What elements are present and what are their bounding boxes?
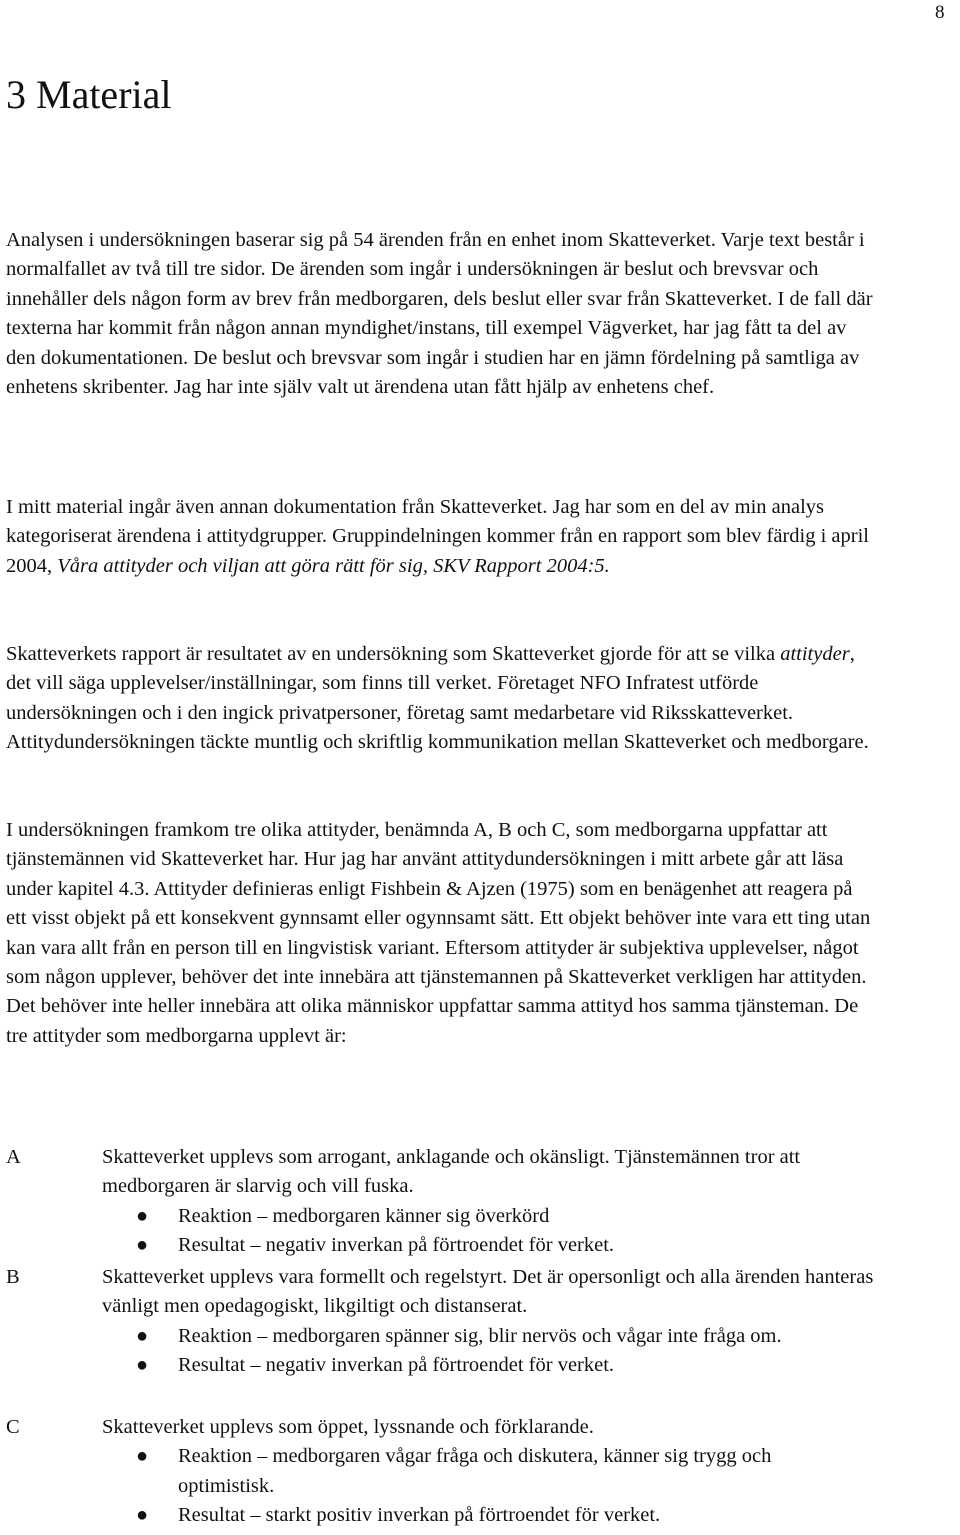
reaction-text: Reaktion – medborgaren vågar fråga och diskutera, känner sig trygg och optimistisk. — [178, 1445, 772, 1497]
list-item — [102, 1351, 858, 1380]
list-item — [102, 1442, 858, 1501]
list-item — [102, 1322, 858, 1351]
attitude-list — [102, 1202, 906, 1261]
result-text: Resultat – negativ inverkan på förtroendet för verket. — [178, 1234, 615, 1257]
paragraph-attitudes: I undersökningen framkom tre olika attityder, benämnda A, B och C, som medborgarna uppfattar att tjänstemännen vid Skatteverket har. Hur jag har använt attitydundersökningen i mitt arbete går att läsa under kapitel 4.3. Attityder definieras enligt Fishbein & Ajzen (1975) som en benägenhet att reagera på ett visst objekt på ett konsekvent gynnsamt eller ogynnsamt sätt. Ett objekt behöver inte vara ett ting utan kan vara allt från en person till en lingvistisk variant. Eftersom attityder är subjektiva upplevelser, något som någon upplever, behöver det inte innebära att tjänstemannen på Skatteverket verkligen har attityden. Det behöver inte heller innebära att olika människor uppfattar samma attityd hos samma tjänsteman. De tre attityder som medborgarna upplevt är: — [6, 819, 871, 1047]
bullet-icon: ● — [136, 1324, 149, 1347]
paragraph-report-text-2: , det vill säga upplevelser/inställningar, som finns till verket. Företaget NFO Infratest utförde undersökningen och i den ingick privatpersoner, företag samt medarbetare vid Riksskatteverket. Attitydundersökningen täckte muntlig och skriftlig kommunikation mellan Skatteverket och medborgare. — [6, 643, 869, 754]
list-item — [102, 1231, 858, 1260]
attitude-c — [6, 1413, 906, 1531]
bullet-icon: ● — [136, 1204, 149, 1227]
bullet-icon: ● — [136, 1445, 149, 1468]
attitude-description: Skatteverket upplevs som öppet, lyssnande och förklarande. — [102, 1416, 594, 1438]
paragraph-report — [6, 640, 876, 758]
paragraph-material — [6, 493, 876, 581]
paragraph-report-text-1: Skatteverkets rapport är resultatet av en undersökning som Skatteverket gjorde för att se vilka — [6, 643, 781, 665]
bullet-icon: ● — [136, 1354, 149, 1377]
attitude-b — [6, 1263, 906, 1381]
report-title: Våra attityder och viljan att göra rätt för sig, SKV Rapport 2004:5. — [57, 554, 610, 577]
attitude-list — [102, 1322, 906, 1381]
attitude-letter: A — [6, 1146, 21, 1168]
result-text: Resultat – starkt positiv inverkan på förtroendet för verket. — [178, 1504, 661, 1527]
reaction-text: Reaktion – medborgaren känner sig överkörd — [178, 1204, 550, 1227]
list-item — [102, 1501, 858, 1530]
list-item — [102, 1202, 858, 1231]
bullet-icon: ● — [136, 1234, 149, 1257]
paragraph-material-text: I mitt material ingår även annan dokumentation från Skatteverket. Jag har som en del av min analys kategoriserat ärendena i attitydgrupper. Gruppindelningen kommer från en rapport som blev färdig i april 2004, — [6, 496, 869, 577]
result-text: Resultat – negativ inverkan på förtroendet för verket. — [178, 1354, 615, 1377]
attitude-letter: B — [6, 1266, 20, 1288]
attitude-a — [6, 1143, 906, 1261]
reaction-text: Reaktion – medborgaren spänner sig, blir nervös och vågar inte fråga om. — [178, 1324, 782, 1347]
attitude-description: Skatteverket upplevs vara formellt och regelstyrt. Det är opersonligt och alla ärenden hanteras vänligt men opedagogiskt, likgiltigt och distanserat. — [102, 1266, 874, 1318]
page-title: 3 Material — [6, 72, 172, 117]
attityder-term: attityder — [780, 643, 850, 665]
page-number: 8 — [935, 2, 945, 23]
attitude-list — [102, 1442, 906, 1530]
attitude-letter: C — [6, 1416, 20, 1438]
bullet-icon: ● — [136, 1504, 149, 1527]
attitude-description: Skatteverket upplevs som arrogant, anklagande och okänsligt. Tjänstemännen tror att medborgaren är slarvig och vill fuska. — [102, 1146, 801, 1198]
paragraph-intro: Analysen i undersökningen baserar sig på 54 ärenden från en enhet inom Skatteverket. Varje text består i normalfallet av två till tre sidor. De ärenden som ingår i undersökningen är beslut och brevsvar och innehåller dels någon form av brev från medborgaren, dels beslut eller svar från Skatteverket. I de fall där texterna har kommit från någon annan myndighet/instans, till exempel Vägverket, har jag fått ta del av den dokumentationen. De beslut och brevsvar som ingår i studien har en jämn fördelning på samtliga av enhetens skribenter. Jag har inte själv valt ut ärendena utan fått hjälp av enhetens chef. — [6, 229, 873, 399]
